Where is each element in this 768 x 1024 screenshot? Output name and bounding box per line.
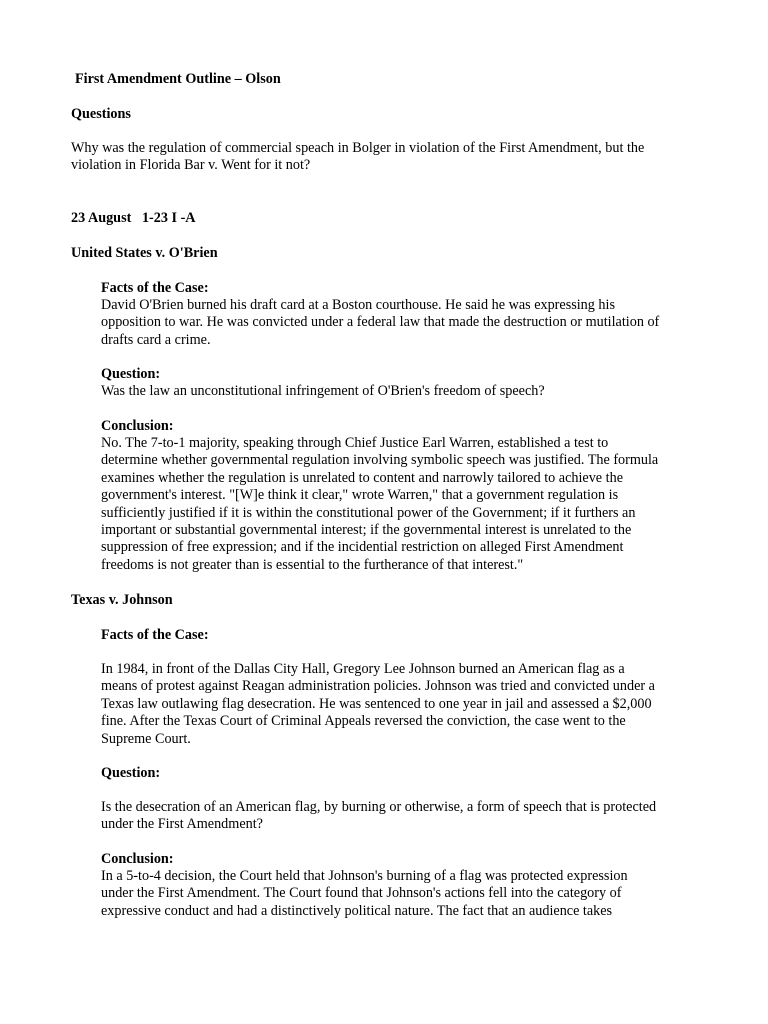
text-line: under the First Amendment? [101, 816, 263, 833]
question-text [101, 383, 545, 400]
text-line: determine whether governmental regulation involving symbolic speech was justified. The formula [101, 452, 659, 469]
conclusion-text [101, 868, 628, 920]
text-line: expressive conduct and had a distinctively political nature. The fact that an audience takes [101, 902, 613, 919]
conclusion-label: Conclusion: [101, 418, 174, 434]
text-line: Supreme Court. [101, 730, 191, 747]
facts-label: Facts of the Case: [101, 627, 209, 643]
text-line: David O'Brien burned his draft card at a Boston courthouse. He said he was expressing his [101, 297, 615, 313]
case-title-obrien: United States v. O'Brien [71, 245, 218, 261]
text-line: government's interest. "[W]e think it clear," wrote Warren," that a government regulation is [101, 487, 619, 504]
conclusion-label: Conclusion: [101, 851, 174, 867]
question-text [101, 799, 656, 834]
document-title: First Amendment Outline – Olson [75, 71, 281, 87]
text-line: drafts card a crime. [101, 331, 211, 348]
text-line: Texas law outlawing flag desecration. He was sentenced to one year in jail and assessed a $2,000 [101, 695, 652, 712]
facts-label: Facts of the Case: [101, 280, 209, 296]
text-line: In a 5-to-4 decision, the Court held that Johnson's burning of a flag was protected expression [101, 868, 628, 884]
text-line: Was the law an unconstitutional infringement of O'Brien's freedom of speech? [101, 383, 545, 399]
text-line: means of protest against Reagan administration policies. Johnson was tried and convicted under a [101, 678, 655, 695]
text-line: fine. After the Texas Court of Criminal Appeals reversed the conviction, the case went to the [101, 713, 626, 730]
text-line: important or substantial governmental interest; if the governmental interest is unrelated to the [101, 522, 632, 539]
case-title-johnson: Texas v. Johnson [71, 592, 173, 608]
text-line: examines whether the regulation is unrelated to content and narrowly tailored to achieve the [101, 469, 623, 486]
text-line: No. The 7-to-1 majority, speaking through Chief Justice Earl Warren, established a test to [101, 435, 609, 451]
text-line: under the First Amendment. The Court found that Johnson's actions fell into the category of [101, 885, 622, 902]
text-line: sufficiently justified if it is within the constitutional power of the Government; if it furthers an [101, 504, 636, 521]
question-label: Question: [101, 366, 161, 382]
text-line: Why was the regulation of commercial speach in Bolger in violation of the First Amendment, but the [71, 140, 645, 156]
text-line: Is the desecration of an American flag, by burning or otherwise, a form of speech that is protected [101, 799, 657, 815]
question-label: Question: [101, 765, 161, 781]
questions-text [71, 140, 644, 175]
conclusion-text [101, 435, 658, 574]
text-line: suppression of free expression; and if the incidential restriction on alleged First Amendment [101, 539, 624, 556]
text-line: In 1984, in front of the Dallas City Hall, Gregory Lee Johnson burned an American flag as a [101, 661, 625, 677]
facts-text [101, 297, 659, 349]
text-line: freedoms is not greater than is essential to the furtherance of that interest." [101, 556, 524, 573]
date-heading: 23 August 1-23 I -A [71, 210, 196, 226]
questions-heading: Questions [71, 106, 131, 122]
facts-text [101, 661, 655, 748]
text-line: opposition to war. He was convicted under a federal law that made the destruction or mutilation of [101, 314, 660, 331]
text-line: violation in Florida Bar v. Went for it not? [71, 157, 311, 174]
